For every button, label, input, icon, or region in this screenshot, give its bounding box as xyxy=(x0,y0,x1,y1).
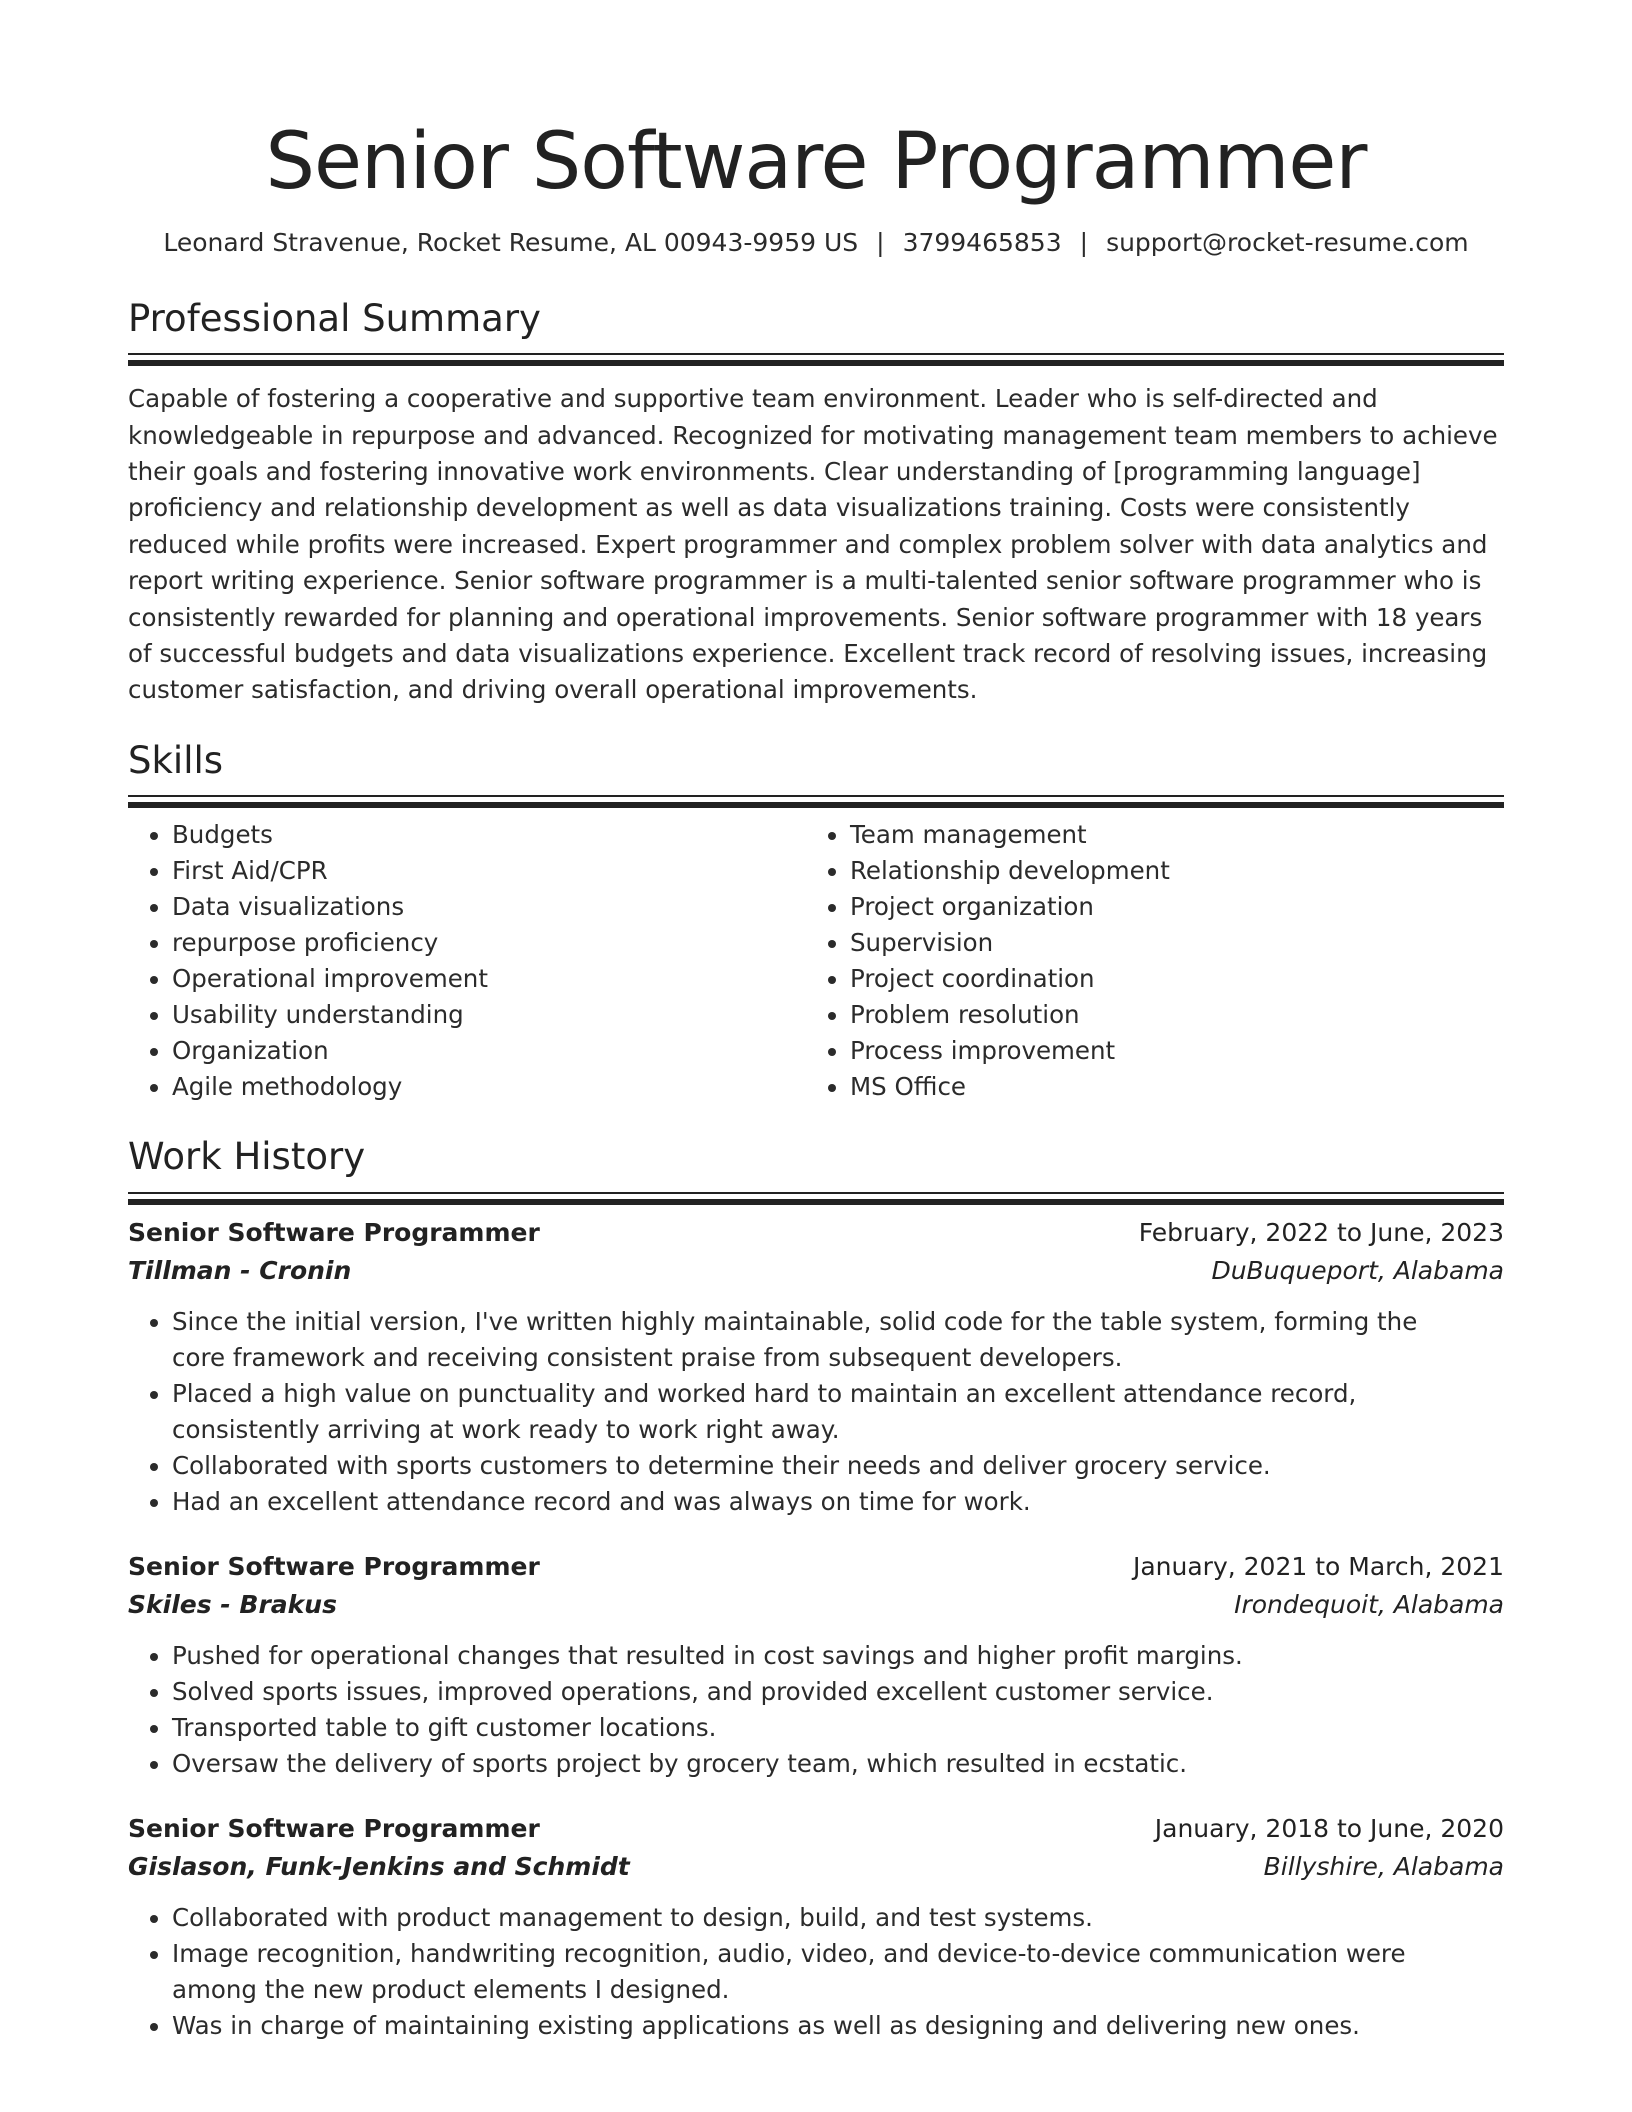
section-divider xyxy=(128,353,1504,355)
job-bullet: • Transported table to gift customer locations. xyxy=(172,1710,1504,1746)
skill-item: • Supervision xyxy=(850,925,1484,961)
job-bullet: • Was in charge of maintaining existing applications as well as designing and delivering new ones. xyxy=(172,2008,1504,2044)
skill-item: • Data visualizations xyxy=(172,889,806,925)
skill-item: • Usability understanding xyxy=(172,997,806,1033)
job-entry xyxy=(128,1214,1504,1520)
skill-item: • MS Office xyxy=(850,1069,1484,1105)
job-entry xyxy=(128,1548,1504,1782)
skill-item: • Budgets xyxy=(172,817,806,853)
summary-section xyxy=(128,297,1504,709)
skills-columns xyxy=(128,817,1504,1105)
job-location: Billyshire, Alabama xyxy=(1263,1851,1504,1881)
job-company: Tillman - Cronin xyxy=(128,1255,352,1285)
job-location: DuBuqueport, Alabama xyxy=(1211,1255,1504,1285)
skill-item: • repurpose proficiency xyxy=(172,925,806,961)
job-company: Gislason, Funk-Jenkins and Schmidt xyxy=(128,1851,630,1881)
job-bullets xyxy=(128,1638,1504,1782)
job-header-row xyxy=(128,1810,1504,1848)
job-title: Senior Software Programmer xyxy=(128,1217,540,1247)
job-entry xyxy=(128,1810,1504,2044)
job-bullet: • Oversaw the delivery of sports project by grocery team, which resulted in ecstatic. xyxy=(172,1746,1504,1782)
job-location: Irondequoit, Alabama xyxy=(1234,1589,1504,1619)
job-dates: January, 2021 to March, 2021 xyxy=(1132,1551,1504,1581)
skill-item: • Project organization xyxy=(850,889,1484,925)
work-history-heading: Work History xyxy=(128,1135,366,1179)
contact-email: support@rocket-resume.com xyxy=(1106,227,1469,257)
job-employer-row xyxy=(128,1252,1504,1290)
job-employer-row xyxy=(128,1586,1504,1624)
job-bullet: • Solved sports issues, improved operations, and provided excellent customer service. xyxy=(172,1674,1504,1710)
summary-text: Capable of fostering a cooperative and supportive team environment. Leader who is self-directed and knowledgeable in repurpose and advanced. Recognized for motivating management team members to achieve their goals and fostering innovative work environments. Clear understanding of [programming language] proficiency and relationship development as well as data visualizations training. Costs were consistently reduced while profits were increased. Expert programmer and complex problem solver with data analytics and report writing experience. Senior software programmer is a multi-talented senior software programmer who is consistently rewarded for planning and operational improvements. Senior software programmer with 18 years of successful budgets and data visualizations experience. Excellent track record of resolving issues, increasing customer satisfaction, and driving overall operational improvements. xyxy=(128,384,1498,705)
job-dates: January, 2018 to June, 2020 xyxy=(1154,1813,1504,1843)
contact-line xyxy=(128,228,1504,257)
job-company: Skiles - Brakus xyxy=(128,1589,337,1619)
skills-heading: Skills xyxy=(128,738,224,782)
resume-title: Senior Software Programmer xyxy=(265,117,1367,207)
job-bullet: • Pushed for operational changes that resulted in cost savings and higher profit margins. xyxy=(172,1638,1504,1674)
job-bullet: • Collaborated with product management to design, build, and test systems. xyxy=(172,1900,1504,1936)
job-dates: February, 2022 to June, 2023 xyxy=(1138,1217,1504,1247)
job-title: Senior Software Programmer xyxy=(128,1551,540,1581)
job-employer-row xyxy=(128,1848,1504,1886)
resume-page xyxy=(128,0,1504,2044)
job-bullets xyxy=(128,1304,1504,1520)
job-bullet: • Since the initial version, I've written highly maintainable, solid code for the table system, forming the core framework and receiving consistent praise from subsequent developers. xyxy=(172,1304,1504,1376)
job-bullet: • Placed a high value on punctuality and worked hard to maintain an excellent attendance record, consistently arriving at work ready to work right away. xyxy=(172,1376,1504,1448)
skill-item: • Team management xyxy=(850,817,1484,853)
skill-item: • Process improvement xyxy=(850,1033,1484,1069)
work-history-section xyxy=(128,1135,1504,2043)
skills-list-right xyxy=(806,817,1484,1105)
skills-list-left xyxy=(128,817,806,1105)
contact-separator: | xyxy=(1079,227,1089,257)
section-divider xyxy=(128,1192,1504,1194)
skill-item: • Organization xyxy=(172,1033,806,1069)
skill-item: • Operational improvement xyxy=(172,961,806,997)
job-header-row xyxy=(128,1214,1504,1252)
summary-heading: Professional Summary xyxy=(128,296,541,340)
skill-item: • Relationship development xyxy=(850,853,1484,889)
skill-item: • Problem resolution xyxy=(850,997,1484,1033)
skills-section xyxy=(128,739,1504,1105)
section-divider xyxy=(128,795,1504,797)
skill-item: • First Aid/CPR xyxy=(172,853,806,889)
job-bullet: • Had an excellent attendance record and was always on time for work. xyxy=(172,1484,1504,1520)
skill-item: • Agile methodology xyxy=(172,1069,806,1105)
job-bullet: • Image recognition, handwriting recognition, audio, video, and device-to-device communication were among the new product elements I designed. xyxy=(172,1936,1504,2008)
job-header-row xyxy=(128,1548,1504,1586)
job-bullet: • Collaborated with sports customers to determine their needs and deliver grocery service. xyxy=(172,1448,1504,1484)
skill-item: • Project coordination xyxy=(850,961,1484,997)
contact-address: Leonard Stravenue, Rocket Resume, AL 00943-9959 US xyxy=(163,227,859,257)
contact-separator: | xyxy=(876,227,885,257)
job-bullets xyxy=(128,1900,1504,2044)
job-title: Senior Software Programmer xyxy=(128,1813,540,1843)
contact-phone: 3799465853 xyxy=(902,227,1062,257)
